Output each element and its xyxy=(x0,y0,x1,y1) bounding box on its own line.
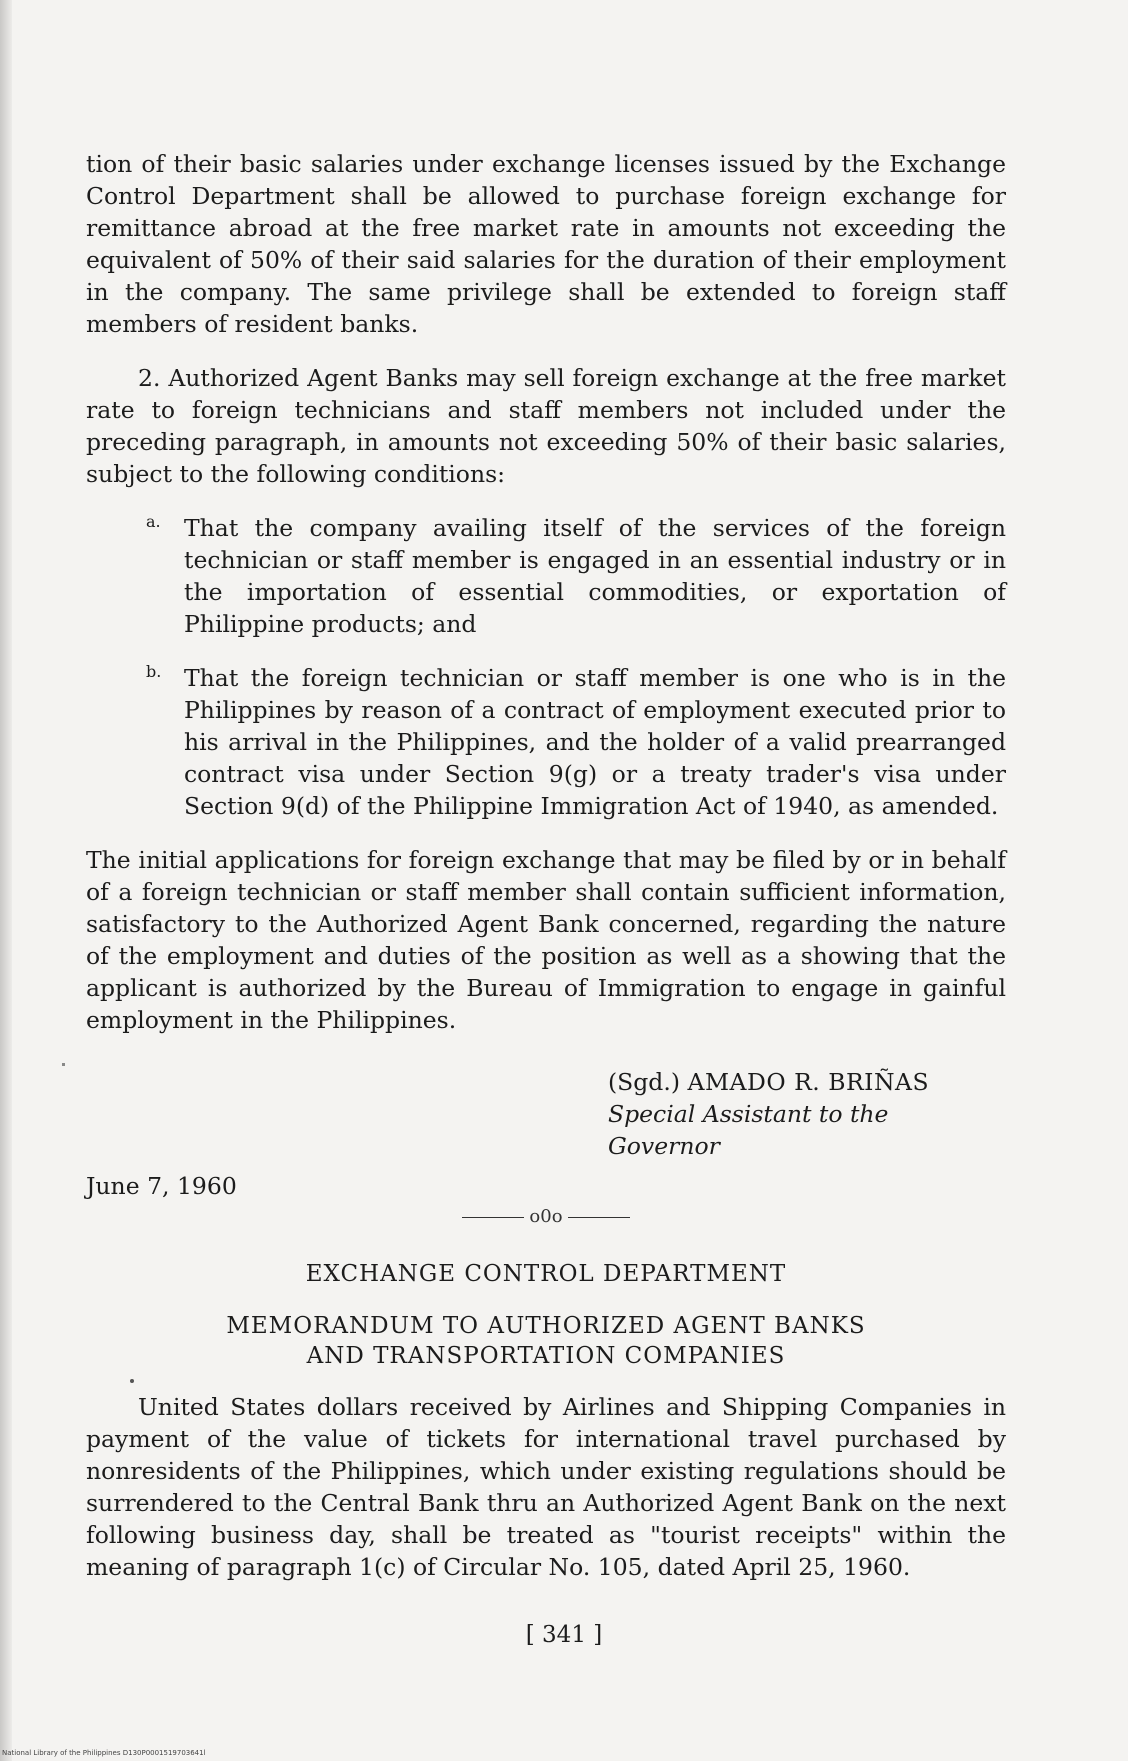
document-page xyxy=(86,148,1006,1605)
signatory-name: AMADO R. BRIÑAS xyxy=(687,1068,930,1096)
condition-b-text: That the foreign technician or staff member is one who is in the Philippines by reason of a contract of employment executed prior to his arrival in the Philippines, and the holder of a valid prearranged contract visa under Section 9(g) or a treaty trader's visa under Section 9(d) of the Philippine Immigration Act of 1940, as amended. xyxy=(184,664,1006,820)
section-divider xyxy=(86,1206,1006,1227)
speck xyxy=(62,1063,65,1066)
paragraph-continued: tion of their basic salaries under exchange licenses issued by the Exchange Control Department shall be allowed to purchase foreign exchange for remittance abroad at the free market rate in amounts not exceeding the equivalent of 50% of their said salaries for the duration of their employment in the company. The same privilege shall be extended to foreign staff members of resident banks. xyxy=(86,150,1006,338)
heading-memo-line2: AND TRANSPORTATION COMPANIES xyxy=(306,1343,786,1369)
signature-block xyxy=(608,1066,1006,1162)
condition-a-mark: a. xyxy=(146,512,161,531)
heading-memo-line1: MEMORANDUM TO AUTHORIZED AGENT BANKS xyxy=(226,1313,866,1339)
heading-department: EXCHANGE CONTROL DEPARTMENT xyxy=(305,1261,787,1287)
signature-prefix: (Sgd.) xyxy=(608,1068,680,1096)
conditions-list xyxy=(146,512,1006,822)
divider-ornament: o0o xyxy=(529,1206,563,1227)
page-edge-shadow xyxy=(0,0,12,1761)
condition-a xyxy=(146,512,1006,640)
signatory-title: Special Assistant to the Governor xyxy=(608,1100,889,1160)
page-number: [ 341 ] xyxy=(525,1622,603,1648)
paragraph-applications: The initial applications for foreign exchange that may be filed by or in behalf of a foreign technician or staff member shall contain sufficient information, satisfactory to the Authorized Agent Bank concerned, regarding the nature of the employment and duties of the position as well as a showing that the applicant is authorized by the Bureau of Immigration to engage in gainful employment in the Philippines. xyxy=(86,846,1006,1034)
condition-b xyxy=(146,662,1006,822)
condition-a-text: That the company availing itself of the services of the foreign technician or staff member is engaged in an essential industry or in the importation of essential commodities, or exportation of Philippine products; and xyxy=(184,514,1006,638)
document-date: June 7, 1960 xyxy=(86,1172,237,1200)
memo-body: United States dollars received by Airlines and Shipping Companies in payment of the value of tickets for international travel purchased by nonresidents of the Philippines, which under existing regulations should be surrendered to the Central Bank thru an Authorized Agent Bank on the next following business day, shall be treated as "tourist receipts" within the meaning of paragraph 1(c) of Circular No. 105, dated April 25, 1960. xyxy=(86,1393,1006,1581)
footer-attribution: National Library of the Philippines D130P0001519703641l xyxy=(2,1749,206,1757)
condition-b-mark: b. xyxy=(146,662,162,681)
paragraph-2: 2. Authorized Agent Banks may sell foreign exchange at the free market rate to foreign technicians and staff members not included under the preceding paragraph, in amounts not exceeding 50% of their basic salaries, subject to the following conditions: xyxy=(86,364,1006,488)
